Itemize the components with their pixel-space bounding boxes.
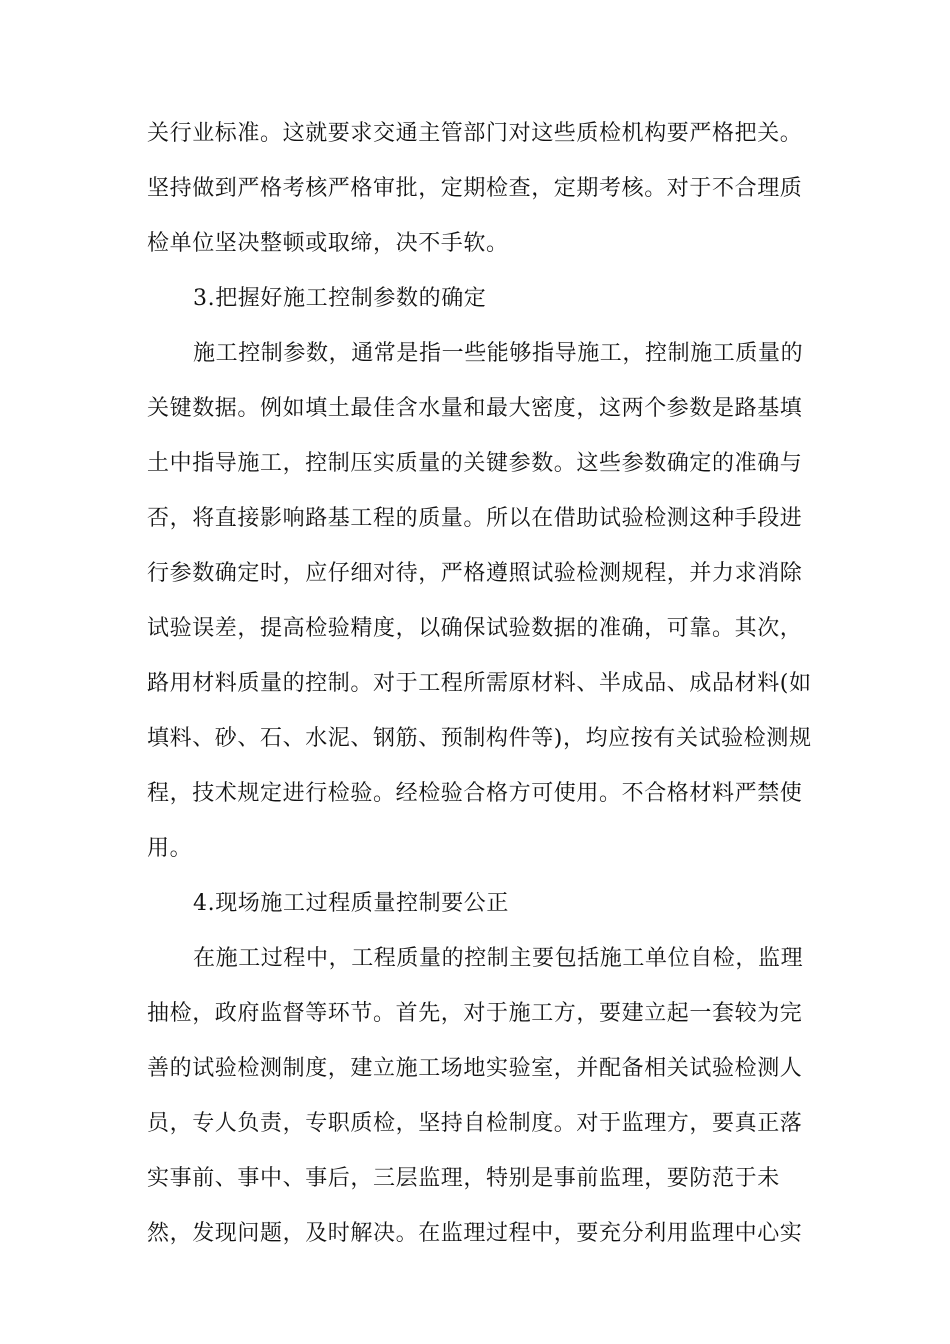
text-line: 路用材料质量的控制。对于工程所需原材料、半成品、成品材料(如 xyxy=(147,671,812,696)
section-heading: 3.把握好施工控制参数的确定 xyxy=(193,286,487,311)
text-line: 关行业标准。这就要求交通主管部门对这些质检机构要严格把关。 xyxy=(147,121,803,146)
text-line: 实事前、事中、事后，三层监理，特别是事前监理，要防范于未 xyxy=(147,1166,780,1191)
text-line: 然，发现问题，及时解决。在监理过程中，要充分利用监理中心实 xyxy=(147,1221,803,1246)
text-line: 善的试验检测制度，建立施工场地实验室，并配备相关试验检测人 xyxy=(147,1056,803,1081)
text-line: 坚持做到严格考核严格审批，定期检查，定期考核。对于不合理质 xyxy=(147,176,803,201)
text-line: 程，技术规定进行检验。经检验合格方可使用。不合格材料严禁使 xyxy=(147,781,803,806)
text-line: 行参数确定时，应仔细对待，严格遵照试验检测规程，并力求消除 xyxy=(147,561,803,586)
text-line: 检单位坚决整顿或取缔，决不手软。 xyxy=(147,231,509,256)
text-line: 填料、砂、石、水泥、钢筋、预制构件等)，均应按有关试验检测规 xyxy=(147,726,812,751)
text-line: 土中指导施工，控制压实质量的关键参数。这些参数确定的准确与 xyxy=(147,451,803,476)
text-line: 施工控制参数，通常是指一些能够指导施工，控制施工质量的 xyxy=(193,341,804,366)
text-line: 用。 xyxy=(147,836,193,861)
text-line: 关键数据。例如填土最佳含水量和最大密度，这两个参数是路基填 xyxy=(147,396,803,421)
text-line: 在施工过程中，工程质量的控制主要包括施工单位自检，监理 xyxy=(193,946,804,971)
text-line: 抽检，政府监督等环节。首先，对于施工方，要建立起一套较为完 xyxy=(147,1001,803,1026)
text-line: 否，将直接影响路基工程的质量。所以在借助试验检测这种手段进 xyxy=(147,506,803,531)
text-line: 试验误差，提高检验精度，以确保试验数据的准确，可靠。其次， xyxy=(147,616,803,641)
section-heading: 4.现场施工过程质量控制要公正 xyxy=(193,891,509,916)
text-line: 员，专人负责，专职质检，坚持自检制度。对于监理方，要真正落 xyxy=(147,1111,803,1136)
